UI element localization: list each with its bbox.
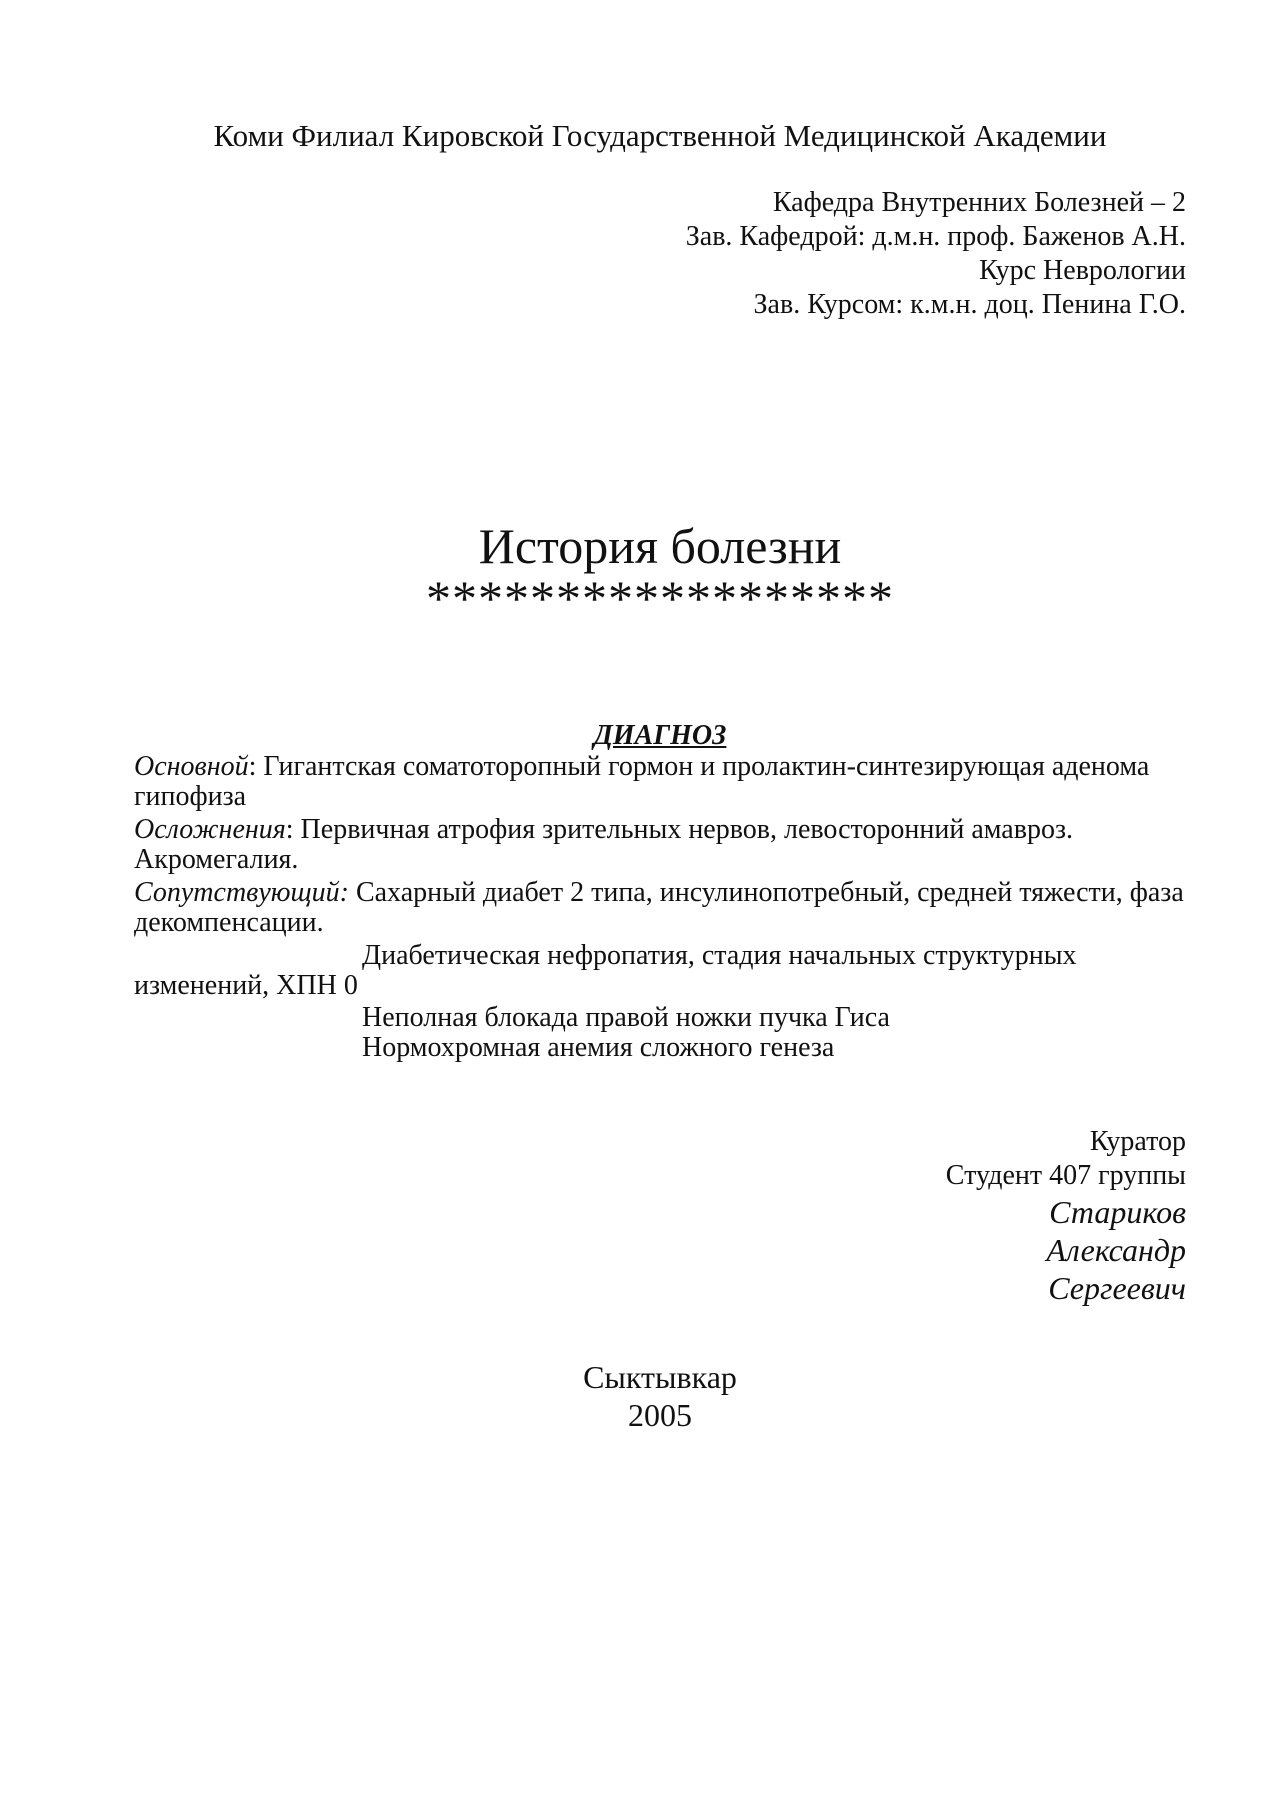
curator-first-name: Александр	[1046, 1232, 1186, 1268]
department-line: Кафедра Внутренних Болезней – 2	[772, 187, 1186, 218]
curator-role: Куратор	[1089, 1126, 1186, 1157]
department-head-line: Зав. Кафедрой: д.м.н. проф. Баженов А.Н.	[685, 221, 1186, 252]
diagnosis-main-label: Основной	[134, 751, 249, 782]
footer-year: 2005	[628, 1397, 692, 1433]
department-block	[686, 186, 1186, 322]
title-stars: ******************	[426, 570, 894, 626]
diagnosis-complications-text: : Первичная атрофия зрительных нервов, левосторонний амавроз. Акромегалия.	[134, 814, 1074, 875]
bundle-branch-block-line: Неполная блокада правой ножки пучка Гиса	[362, 1002, 890, 1033]
diagnosis-complications	[134, 815, 1186, 875]
diagnosis-concomitant-text: Сахарный диабет 2 типа, инсулинопотребный, средней тяжести, фаза декомпенсации.	[134, 877, 1184, 938]
footer-city: Сыктывкар	[583, 1359, 737, 1395]
diagnosis-main	[134, 752, 1186, 812]
nephropathy-line-2: изменений, ХПН 0	[134, 970, 358, 1001]
curator-group: Студент 407 группы	[945, 1160, 1186, 1191]
curator-patronymic: Сергеевич	[1048, 1270, 1186, 1306]
anemia-line: Нормохромная анемия сложного генеза	[362, 1032, 835, 1063]
curator-surname: Стариков	[1049, 1194, 1186, 1230]
curator-block	[946, 1125, 1186, 1307]
course-head-line: Зав. Курсом: к.м.н. доц. Пенина Г.О.	[753, 289, 1186, 320]
nephropathy-line-1: Диабетическая нефропатия, стадия начальных структурных	[362, 940, 1077, 971]
diagnosis-concomitant	[134, 878, 1186, 938]
document-title: История болезни	[478, 518, 842, 574]
diagnosis-complications-label: Осложнения	[134, 814, 286, 845]
course-line: Курс Неврологии	[979, 255, 1186, 286]
diagnosis-heading: ДИАГНОЗ	[593, 720, 727, 751]
footer-block	[0, 1358, 1280, 1434]
diagnosis-main-text: : Гигантская соматоторопный гормон и пролактин-синтезирующая аденома гипофиза	[134, 751, 1150, 812]
diagnosis-concomitant-label: Сопутствующий:	[134, 877, 349, 908]
institution-name: Коми Филиал Кировской Государственной Медицинской Академии	[213, 118, 1107, 153]
